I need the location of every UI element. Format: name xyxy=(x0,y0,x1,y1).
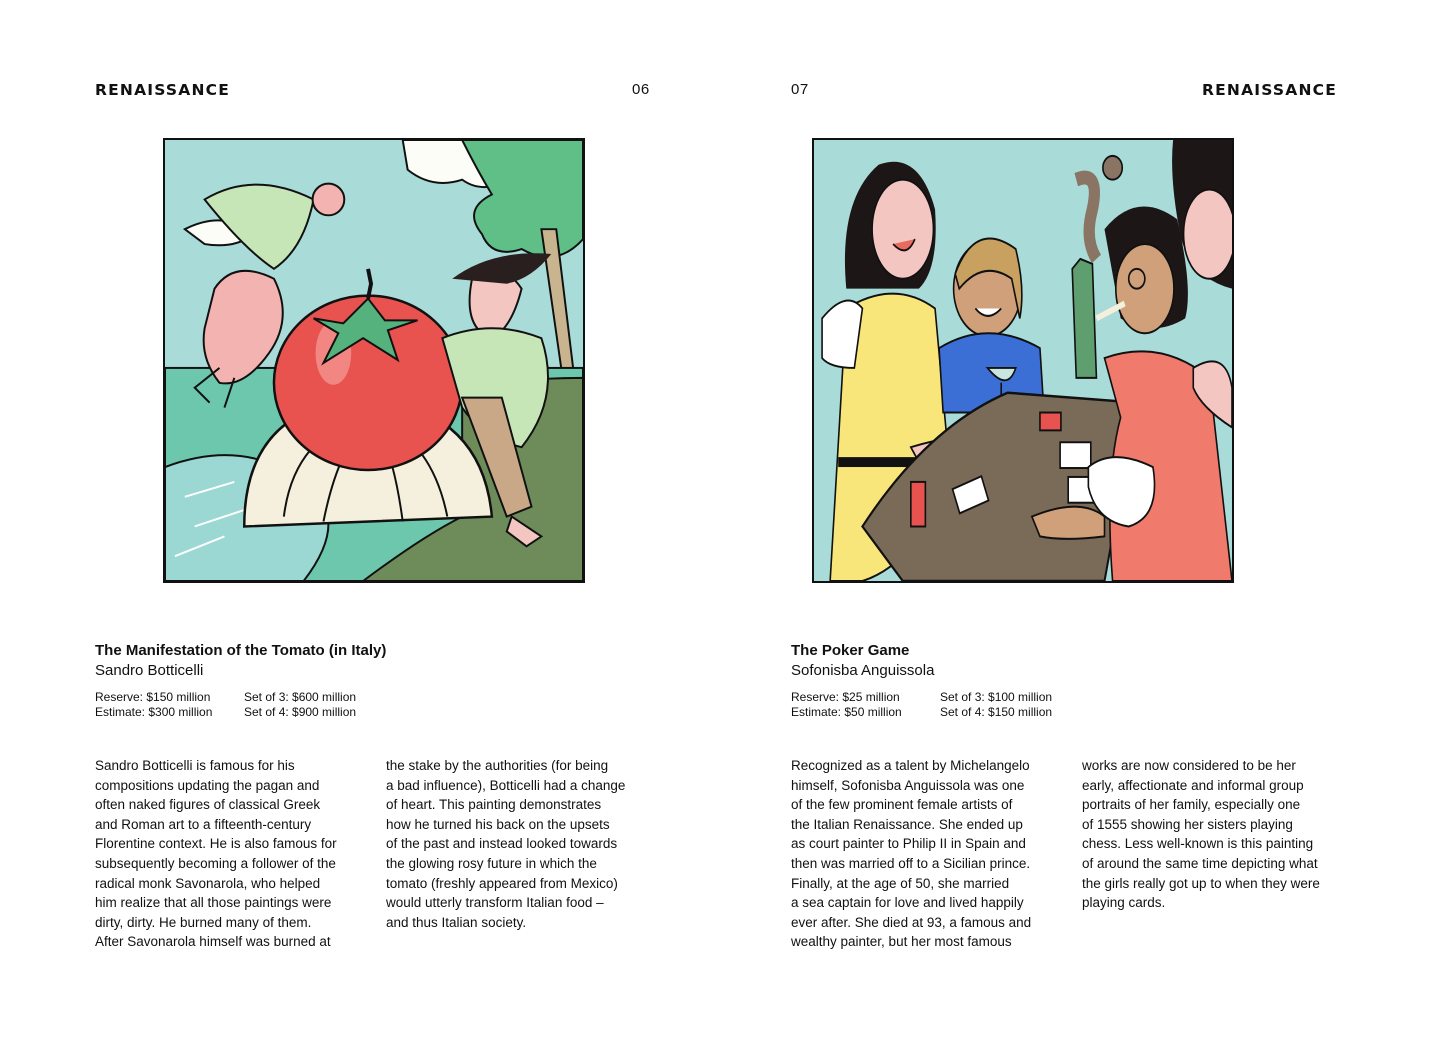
price-col-reserve xyxy=(791,690,902,720)
set-of-4-price: Set of 4: $150 million xyxy=(940,705,1053,719)
body-text-col-1: Recognized as a talent by Michelangelo himself, Sofonisba Anguissola was one of the few prominent female artists of the Italian Renaissance. She ended up as court painter to Philip II in Spain and then was married off to a Sicilian prince. Finally, at the age of 50, she married a sea captain for love and lived happily ever after. She died at 93, a famous and wealthy painter, but her most famous xyxy=(791,758,1032,950)
left-page xyxy=(0,0,722,1045)
poker-game-svg xyxy=(814,140,1232,581)
body-text-col-2: the stake by the authorities (for being a bad influence), Botticelli had a change of heart. This painting demonstrates how he turned his back on the upsets of the past and instead looked towards the glowing rosy future in which the tomato (freshly appeared from Mexico) would utterly transform Italian food – and thus Italian society. xyxy=(386,758,626,930)
poker-game-illustration xyxy=(812,138,1234,583)
price-col-sets xyxy=(940,690,1052,720)
set-of-3-price: Set of 3: $100 million xyxy=(940,690,1053,704)
price-col-reserve xyxy=(95,690,212,720)
reserve-price: Reserve: $25 million xyxy=(791,690,900,704)
tomato-venus-svg xyxy=(165,140,583,581)
price-col-sets xyxy=(244,690,356,720)
reserve-price: Reserve: $150 million xyxy=(95,690,211,704)
artwork-title: The Poker Game xyxy=(791,642,910,659)
artwork-artist: Sandro Botticelli xyxy=(95,662,204,679)
tomato-venus-illustration xyxy=(163,138,585,583)
set-of-3-price: Set of 3: $600 million xyxy=(244,690,357,704)
right-page xyxy=(723,0,1445,1045)
estimate-price: Estimate: $50 million xyxy=(791,705,902,719)
artwork-artist: Sofonisba Anguissola xyxy=(791,662,935,679)
body-text-col-1: Sandro Botticelli is famous for his compositions updating the pagan and often naked figures of classical Greek and Roman art to a fifteenth-century Florentine context. He is also famous for subsequently becoming a follower of the radical monk Savonarola, who helped him realize that all those paintings were dirty, dirty. He burned many of them. After Savonarola himself was burned at xyxy=(95,758,337,950)
estimate-price: Estimate: $300 million xyxy=(95,705,213,719)
page-number: 07 xyxy=(791,81,809,98)
section-title: RENAISSANCE xyxy=(1202,81,1338,99)
set-of-4-price: Set of 4: $900 million xyxy=(244,705,357,719)
page-number: 06 xyxy=(632,81,650,98)
artwork-title: The Manifestation of the Tomato (in Italy) xyxy=(95,642,387,659)
section-title: RENAISSANCE xyxy=(95,81,231,99)
body-text-col-2: works are now considered to be her early, affectionate and informal group portraits of her family, especially one of 1555 showing her sisters playing chess. Less well-known is this painting of around the same time depicting what the girls really got up to when they were playing cards. xyxy=(1082,758,1320,911)
